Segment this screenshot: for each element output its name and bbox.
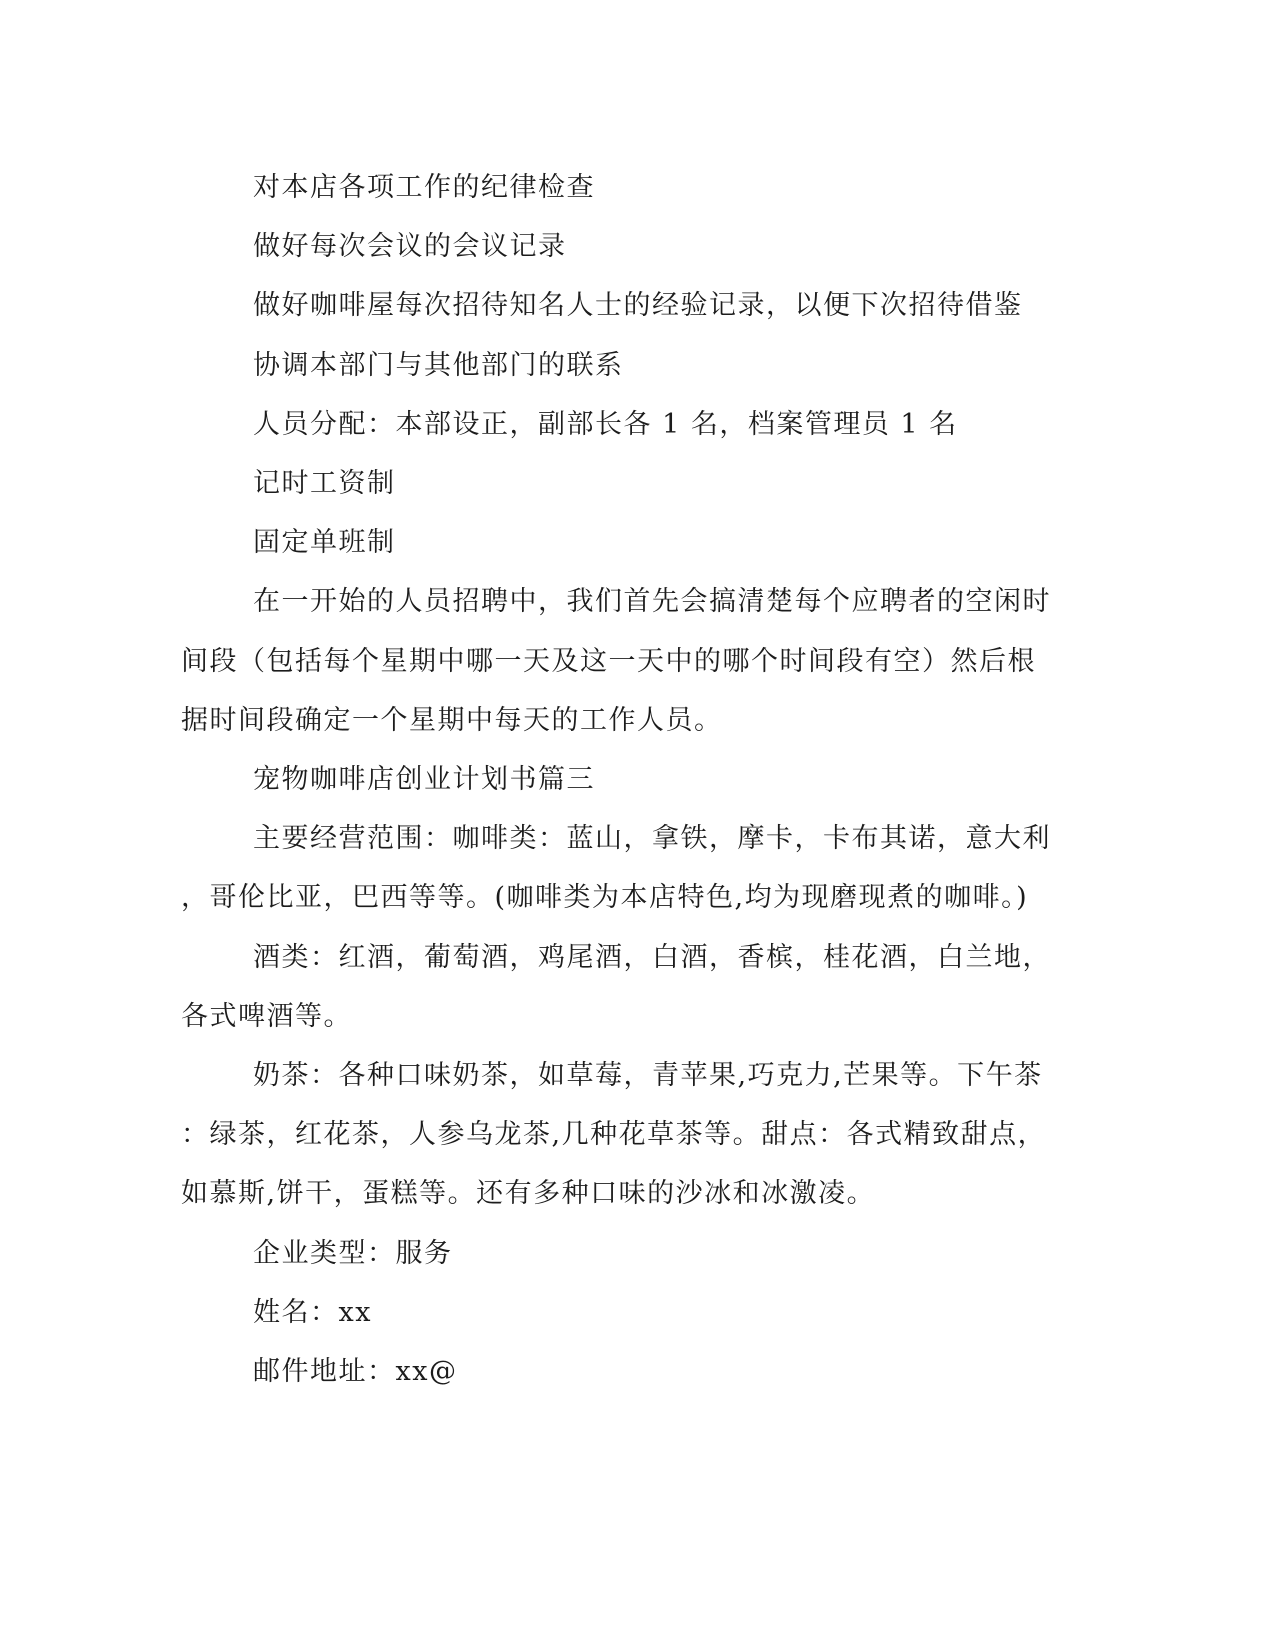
text-line: 对本店各项工作的纪律检查 (253, 172, 595, 203)
paragraph-hourly-wage (181, 454, 1041, 513)
text-line: 人员分配：本部设正，副部长各 1 名，档案管理员 1 名 (253, 408, 958, 440)
text-line: 邮件地址：xx@ (253, 1356, 458, 1388)
text-line: 酒类：红酒，葡萄酒，鸡尾酒，白酒，香槟，桂花酒，白兰地， (253, 941, 1051, 973)
paragraph-discipline-check (181, 158, 1041, 217)
text-line: ：绿茶，红花茶，人参乌龙茶,几种花草茶等。甜点：各式精致甜点， (181, 1119, 1047, 1151)
text-line: 企业类型：服务 (253, 1237, 453, 1269)
paragraph-meeting-records (181, 217, 1041, 276)
text-line: 协调本部门与其他部门的联系 (253, 349, 624, 381)
text-line: 主要经营范围：咖啡类：蓝山，拿铁，摩卡，卡布其诺，意大利 (253, 823, 1051, 855)
paragraph-reception-records (181, 276, 1041, 335)
paragraph-business-type (181, 1224, 1041, 1283)
paragraph-coordination (181, 336, 1041, 395)
text-line: 做好每次会议的会议记录 (253, 231, 567, 263)
paragraph-recruitment (181, 572, 1051, 750)
paragraph-staff-allocation (181, 395, 1041, 454)
paragraph-name (181, 1283, 1041, 1342)
paragraph-business-scope (181, 809, 1051, 927)
paragraph-liquor (181, 928, 1051, 1046)
document-body (181, 158, 1051, 1401)
text-line: 据时间段确定一个星期中每天的工作人员。 (181, 704, 723, 736)
text-line: 姓名：xx (253, 1296, 372, 1328)
section-title (181, 750, 1041, 809)
text-line: 如慕斯,饼干，蛋糕等。还有多种口味的沙冰和冰激凌。 (181, 1178, 876, 1210)
text-line: ，哥伦比亚，巴西等等。(咖啡类为本店特色,均为现磨现煮的咖啡。) (181, 882, 1029, 914)
text-line: 间段（包括每个星期中哪一天及这一天中的哪个时间段有空）然后根 (181, 645, 1036, 677)
text-line: 固定单班制 (253, 527, 396, 559)
paragraph-milk-tea (181, 1046, 1047, 1224)
text-line: 各式啤酒等。 (181, 1000, 352, 1032)
paragraph-fixed-shift (181, 513, 1041, 572)
text-line: 宠物咖啡店创业计划书篇三 (253, 764, 595, 796)
text-line: 做好咖啡屋每次招待知名人士的经验记录，以便下次招待借鉴 (253, 290, 1023, 322)
paragraph-email (181, 1342, 1041, 1401)
text-line: 记时工资制 (253, 468, 396, 500)
text-line: 奶茶：各种口味奶茶，如草莓，青苹果,巧克力,芒果等。下午茶 (253, 1060, 1043, 1092)
text-line: 在一开始的人员招聘中，我们首先会搞清楚每个应聘者的空闲时 (253, 586, 1051, 618)
